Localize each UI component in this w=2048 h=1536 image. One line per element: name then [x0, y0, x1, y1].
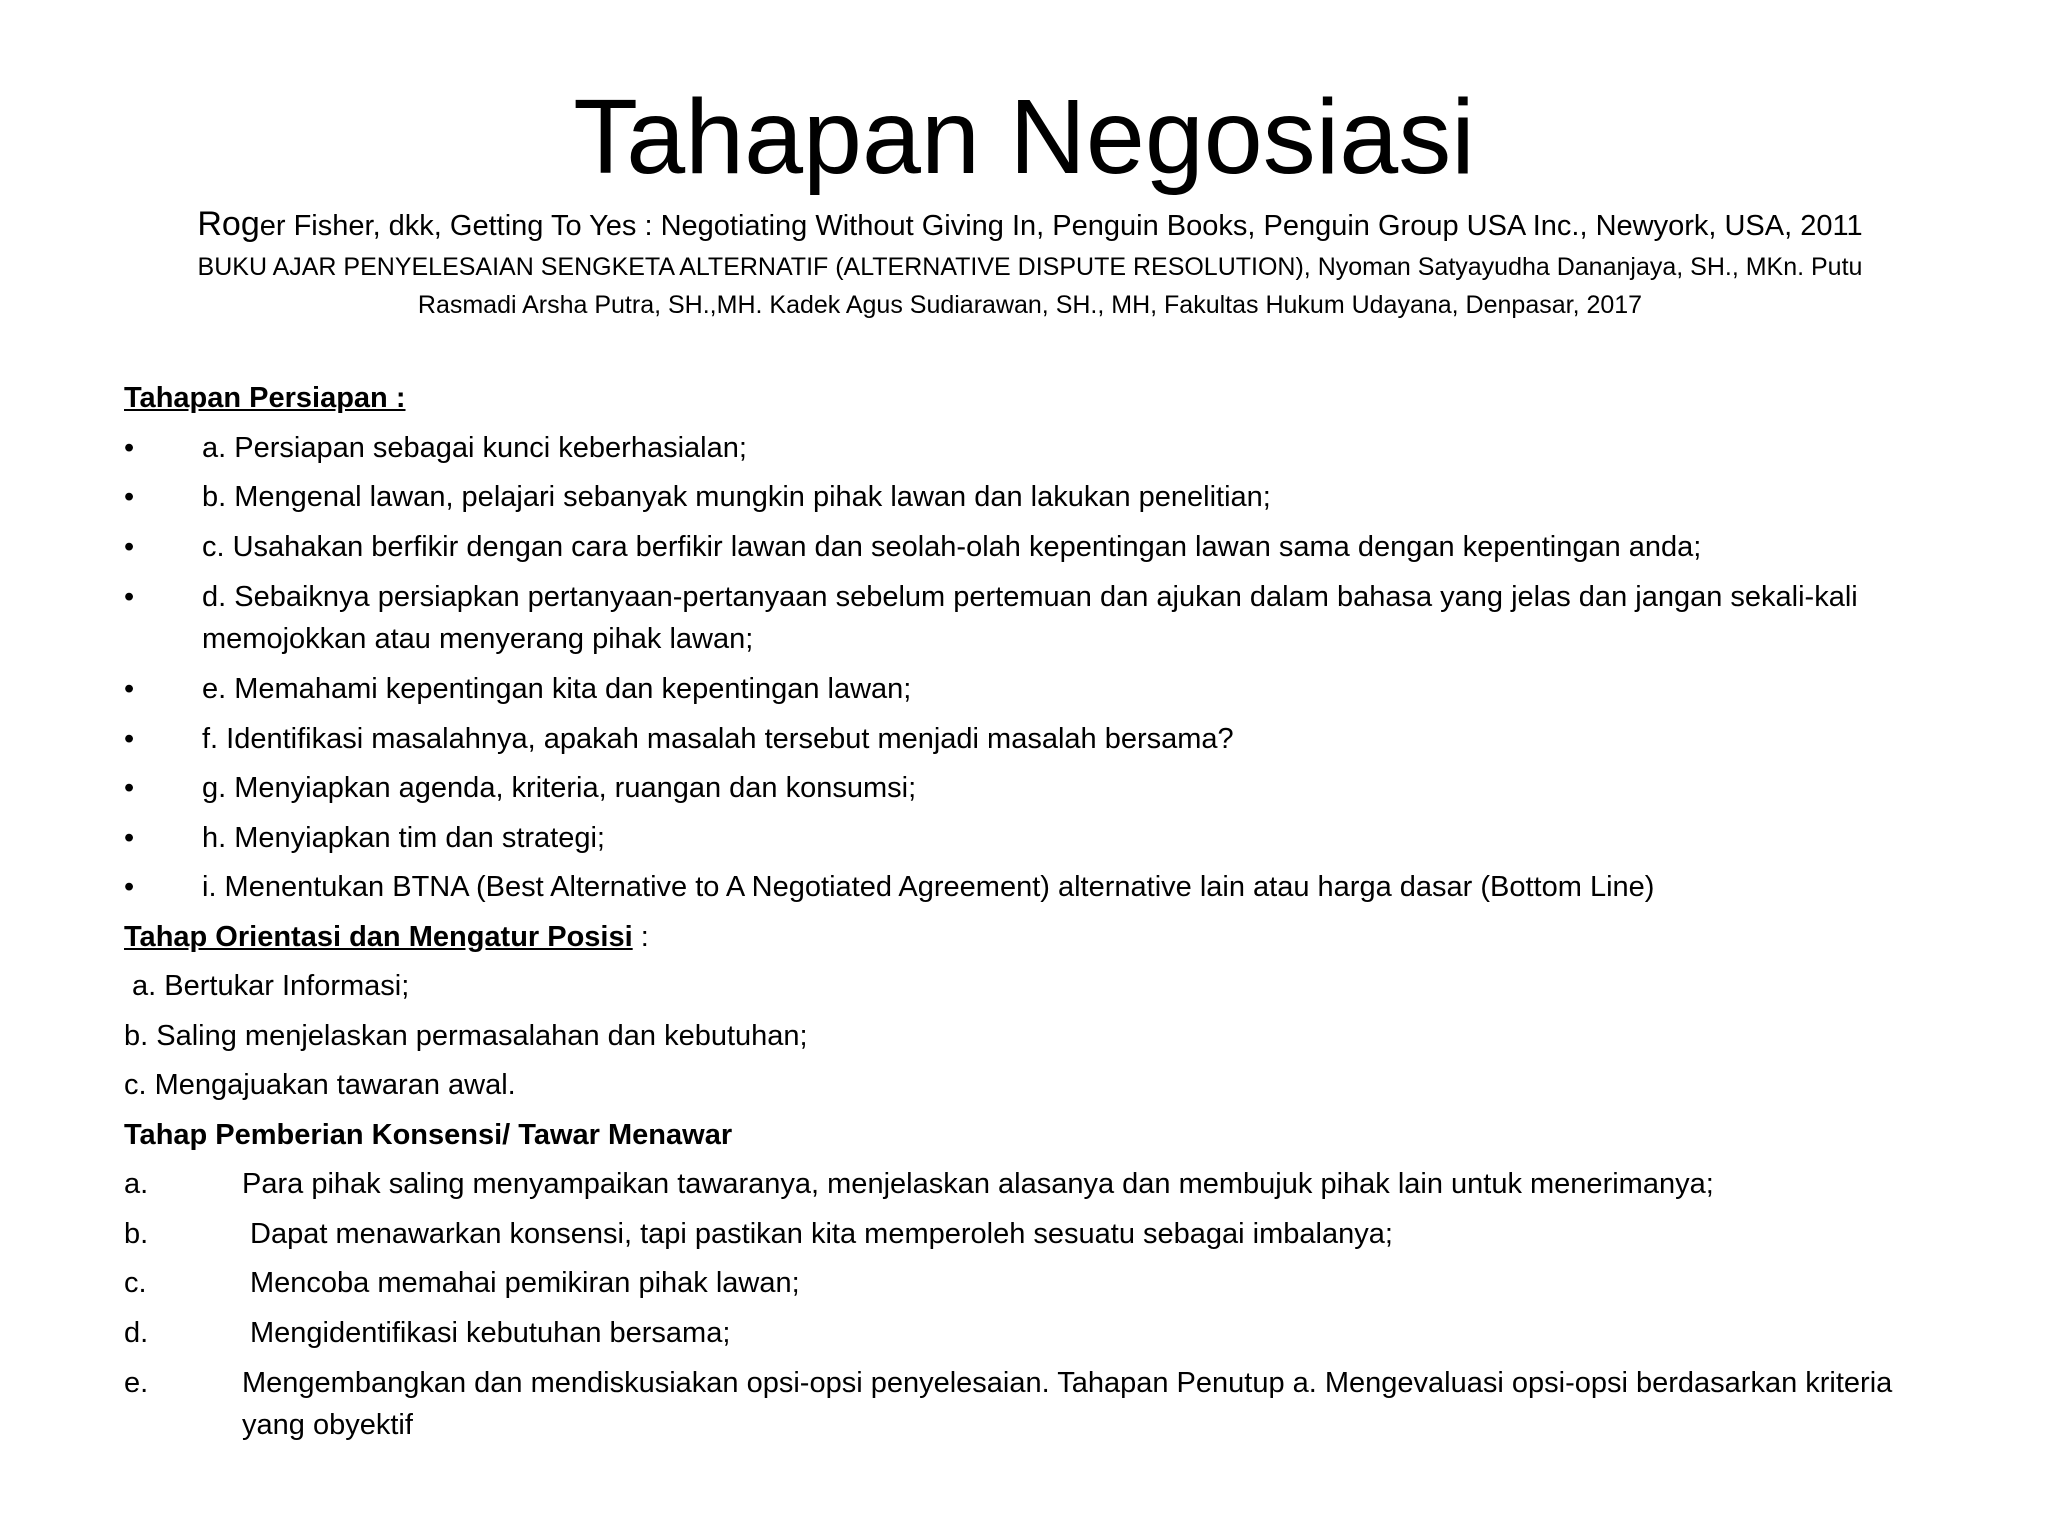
bullet-text: d. Sebaiknya persiapkan pertanyaan-pertanyaan sebelum pertemuan dan ajukan dalam bahasa yang jelas dan jangan sekali-kali memojokkan atau menyerang pihak lawan; — [202, 581, 1858, 655]
lettered-item — [124, 1160, 1944, 1210]
section-heading-orientasi: Tahap Orientasi dan Mengatur Posisi : — [124, 920, 649, 953]
reference-line-3: Rasmadi Arsha Putra, SH.,MH. Kadek Agus Sudiarawan, SH., MH, Fakultas Hukum Udayana, Denpasar, 2017 — [417, 291, 1643, 319]
item-label: e. — [124, 1367, 149, 1399]
bullet-text: g. Menyiapkan agenda, kriteria, ruangan dan konsumsi; — [202, 772, 917, 804]
bullet-icon: • — [124, 431, 135, 464]
bullet-text: h. Menyiapkan tim dan strategi; — [202, 821, 605, 854]
list-item: b. Saling menjelaskan permasalahan dan kebutuhan; — [124, 1019, 808, 1052]
reference-line-1-rest: er Fisher, dkk, Getting To Yes : Negotiating Without Giving In, Penguin Books, Penguin Group USA Inc., Newyork, USA, 2011 — [259, 210, 1863, 242]
reference-line-2: BUKU AJAR PENYELESAIAN SENGKETA ALTERNATIF (ALTERNATIVE DISPUTE RESOLUTION), Nyoman Satyayudha Dananjaya, SH., MKn. Putu — [197, 253, 1863, 281]
bullet-item — [124, 424, 1944, 474]
lettered-item — [124, 1259, 1944, 1309]
reference-line-1 — [130, 204, 1930, 246]
lettered-item — [124, 1309, 1944, 1359]
bullet-icon: • — [124, 772, 135, 804]
bullet-text: b. Mengenal lawan, pelajari sebanyak mungkin pihak lawan dan lakukan penelitian; — [202, 481, 1271, 513]
bullet-item — [124, 523, 1944, 573]
bullet-item — [124, 863, 1944, 913]
bullet-icon: • — [124, 722, 135, 755]
bullet-text: c. Usahakan berfikir dengan cara berfikir lawan dan seolah-olah kepentingan lawan sama dengan kepentingan anda; — [202, 530, 1702, 563]
section-heading-konsensi: Tahap Pemberian Konsensi/ Tawar Menawar — [124, 1118, 733, 1151]
bullet-item — [124, 572, 1944, 665]
item-text: Para pihak saling menyampaikan tawaranya, menjelaskan alasanya dan membujuk pihak lain untuk menerimanya; — [242, 1168, 1714, 1200]
bullet-text: f. Identifikasi masalahnya, apakah masalah tersebut menjadi masalah bersama? — [202, 722, 1234, 755]
item-label: c. — [124, 1267, 147, 1299]
bullet-icon: • — [124, 530, 135, 563]
slide-title: Tahapan Negosiasi — [573, 78, 1475, 196]
list-item: a. Bertukar Informasi; — [124, 970, 410, 1002]
section-heading-persiapan: Tahapan Persiapan : — [124, 382, 406, 414]
bullet-text: i. Menentukan BTNA (Best Alternative to A Negotiated Agreement) alternative lain atau harga dasar (Bottom Line) — [202, 871, 1655, 903]
bullet-icon: • — [124, 821, 135, 854]
bullet-item — [124, 764, 1944, 814]
bullet-item — [124, 473, 1944, 523]
bullet-icon: • — [124, 673, 135, 705]
item-label: a. — [124, 1168, 149, 1200]
item-text: Mengembangkan dan mendiskusiakan opsi-opsi penyelesaian. Tahapan Penutup a. Mengevaluasi opsi-opsi berdasarkan kriteria yang obyektif — [242, 1367, 1893, 1441]
bullet-text: a. Persiapan sebagai kunci keberhasialan; — [202, 431, 747, 464]
lettered-item — [124, 1210, 1944, 1260]
reference-line-1-prefix: Rog — [197, 205, 260, 243]
item-label: d. — [124, 1316, 149, 1349]
item-text: Dapat menawarkan konsensi, tapi pastikan kita memperoleh sesuatu sebagai imbalanya; — [250, 1217, 1393, 1250]
bullet-icon: • — [124, 581, 135, 613]
list-item: c. Mengajuakan tawaran awal. — [124, 1069, 516, 1101]
bullet-item — [124, 665, 1944, 715]
bullet-icon: • — [124, 871, 135, 903]
bullet-text: e. Memahami kepentingan kita dan kepentingan lawan; — [202, 673, 912, 705]
bullet-icon: • — [124, 481, 135, 513]
lettered-item — [124, 1358, 1944, 1451]
bullet-item — [124, 715, 1944, 765]
item-text: Mencoba memahai pemikiran pihak lawan; — [250, 1267, 800, 1299]
bullet-item — [124, 814, 1944, 864]
slide-body — [124, 374, 1944, 1451]
item-text: Mengidentifikasi kebutuhan bersama; — [250, 1316, 731, 1349]
item-label: b. — [124, 1217, 149, 1250]
